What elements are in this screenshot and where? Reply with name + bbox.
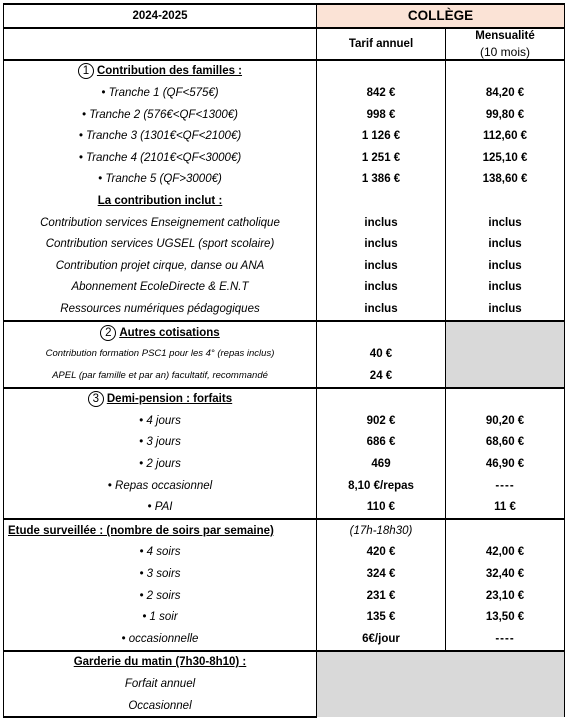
- tranche-monthly: 84,20 €: [446, 82, 565, 104]
- section-number-badge: 2: [100, 325, 116, 341]
- meal-monthly: ----: [446, 475, 565, 497]
- study-annual: 6€/jour: [317, 628, 446, 651]
- table-row: [4, 147, 565, 169]
- table-row: [4, 169, 565, 191]
- includes-title: La contribution inclut :: [4, 190, 317, 212]
- garderie-label: Forfait annuel: [4, 673, 317, 695]
- include-monthly: inclus: [446, 277, 565, 299]
- empty-cell: [317, 388, 446, 411]
- study-label: • 2 soirs: [4, 585, 317, 607]
- study-annual: 420 €: [317, 542, 446, 564]
- section-number-badge: 1: [78, 63, 94, 79]
- study-annual: 231 €: [317, 585, 446, 607]
- meal-monthly: 90,20 €: [446, 410, 565, 432]
- empty-cell: [446, 388, 565, 411]
- section1-title: [4, 60, 317, 83]
- meal-annual: 8,10 €/repas: [317, 475, 446, 497]
- include-label: Contribution services Enseignement catholique: [4, 212, 317, 234]
- include-label: Abonnement EcoleDirecte & E.N.T: [4, 277, 317, 299]
- meal-label: • Repas occasionnel: [4, 475, 317, 497]
- empty-cell: [446, 519, 565, 542]
- tranche-annual: 1 386 €: [317, 169, 446, 191]
- section3-title-row: [4, 388, 565, 411]
- tranche-monthly: 138,60 €: [446, 169, 565, 191]
- empty-cell: [446, 60, 565, 83]
- gray-cell: [446, 321, 565, 388]
- tranche-monthly: 125,10 €: [446, 147, 565, 169]
- cotisation-label: APEL (par famille et par an) facultatif, recommandé: [4, 365, 317, 388]
- tranche-monthly: 112,60 €: [446, 125, 565, 147]
- table-row: [4, 233, 565, 255]
- study-annual: 135 €: [317, 606, 446, 628]
- annual-column-header: Tarif annuel: [317, 28, 446, 60]
- include-monthly: inclus: [446, 233, 565, 255]
- column-header-row: [4, 28, 565, 60]
- table-row: [4, 410, 565, 432]
- include-monthly: inclus: [446, 255, 565, 277]
- meal-annual: 902 €: [317, 410, 446, 432]
- tranche-monthly: 99,80 €: [446, 104, 565, 126]
- study-label: • 1 soir: [4, 606, 317, 628]
- table-row: [4, 255, 565, 277]
- school-year: 2024-2025: [4, 4, 317, 28]
- table-row: [4, 606, 565, 628]
- table-row: [4, 125, 565, 147]
- section3-title: [4, 388, 317, 411]
- garderie-label: Occasionnel: [4, 695, 317, 718]
- meal-label: • PAI: [4, 496, 317, 519]
- section2-title-text: Autres cotisations: [119, 326, 220, 339]
- study-label: • occasionnelle: [4, 628, 317, 651]
- include-annual: inclus: [317, 255, 446, 277]
- include-label: Ressources numériques pédagogiques: [4, 298, 317, 321]
- tranche-label: • Tranche 3 (1301€<QF<2100€): [4, 125, 317, 147]
- table-row: [4, 277, 565, 299]
- empty-cell: [317, 60, 446, 83]
- table-row: [4, 104, 565, 126]
- study-annual: 324 €: [317, 563, 446, 585]
- gray-cell: [317, 651, 565, 718]
- garderie-title: Garderie du matin (7h30-8h10) :: [4, 651, 317, 674]
- monthly-note: (10 mois): [480, 44, 531, 59]
- tranche-label: • Tranche 2 (576€<QF<1300€): [4, 104, 317, 126]
- tranche-annual: 842 €: [317, 82, 446, 104]
- study-monthly: 23,10 €: [446, 585, 565, 607]
- include-annual: inclus: [317, 277, 446, 299]
- table-row: [4, 496, 565, 519]
- section1-title-row: [4, 60, 565, 83]
- section-number-badge: 3: [88, 391, 104, 407]
- study-monthly: 42,00 €: [446, 542, 565, 564]
- cotisation-label: Contribution formation PSC1 pour les 4° (repas inclus): [4, 343, 317, 365]
- monthly-column-header: [446, 28, 565, 60]
- include-label: Contribution projet cirque, danse ou ANA: [4, 255, 317, 277]
- table-row: [4, 432, 565, 454]
- garderie-title-row: [4, 651, 565, 674]
- cotisation-annual: 40 €: [317, 343, 446, 365]
- table-row: [4, 475, 565, 497]
- meal-monthly: 68,60 €: [446, 432, 565, 454]
- section2-title: [4, 321, 317, 344]
- tranche-label: • Tranche 1 (QF<575€): [4, 82, 317, 104]
- tranche-annual: 998 €: [317, 104, 446, 126]
- empty-cell: [317, 321, 446, 344]
- tranche-label: • Tranche 5 (QF>3000€): [4, 169, 317, 191]
- include-monthly: inclus: [446, 212, 565, 234]
- include-label: Contribution services UGSEL (sport scolaire): [4, 233, 317, 255]
- include-annual: inclus: [317, 233, 446, 255]
- table-row: [4, 298, 565, 321]
- table-row: [4, 82, 565, 104]
- monthly-label: Mensualité: [475, 29, 535, 42]
- table-row: [4, 585, 565, 607]
- meal-annual: 469: [317, 453, 446, 475]
- fees-table: [3, 3, 565, 718]
- table-row: [4, 212, 565, 234]
- study-monthly: 13,50 €: [446, 606, 565, 628]
- study-hours: (17h-18h30): [317, 519, 446, 542]
- table-row: [4, 453, 565, 475]
- table-row: [4, 542, 565, 564]
- study-label: • 3 soirs: [4, 563, 317, 585]
- section2-title-row: [4, 321, 565, 344]
- empty-cell: [317, 190, 446, 212]
- meal-monthly: 46,90 €: [446, 453, 565, 475]
- include-annual: inclus: [317, 212, 446, 234]
- include-annual: inclus: [317, 298, 446, 321]
- empty-cell: [446, 190, 565, 212]
- header-row: [4, 4, 565, 28]
- include-monthly: inclus: [446, 298, 565, 321]
- study-title: Etude surveillée : (nombre de soirs par semaine): [4, 519, 317, 542]
- study-monthly: 32,40 €: [446, 563, 565, 585]
- table-row: [4, 563, 565, 585]
- study-label: • 4 soirs: [4, 542, 317, 564]
- meal-annual: 686 €: [317, 432, 446, 454]
- meal-monthly: 11 €: [446, 496, 565, 519]
- tranche-label: • Tranche 4 (2101€<QF<3000€): [4, 147, 317, 169]
- level-title: COLLÈGE: [317, 4, 565, 28]
- cotisation-annual: 24 €: [317, 365, 446, 388]
- section3-title-text: Demi-pension : forfaits: [106, 393, 233, 406]
- empty-header-cell: [4, 28, 317, 60]
- section1-title-text: Contribution des familles :: [96, 65, 243, 78]
- meal-label: • 4 jours: [4, 410, 317, 432]
- tranche-annual: 1 251 €: [317, 147, 446, 169]
- table-row: [4, 628, 565, 651]
- meal-label: • 2 jours: [4, 453, 317, 475]
- tranche-annual: 1 126 €: [317, 125, 446, 147]
- study-monthly: ----: [446, 628, 565, 651]
- includes-title-row: [4, 190, 565, 212]
- meal-annual: 110 €: [317, 496, 446, 519]
- study-title-row: [4, 519, 565, 542]
- meal-label: • 3 jours: [4, 432, 317, 454]
